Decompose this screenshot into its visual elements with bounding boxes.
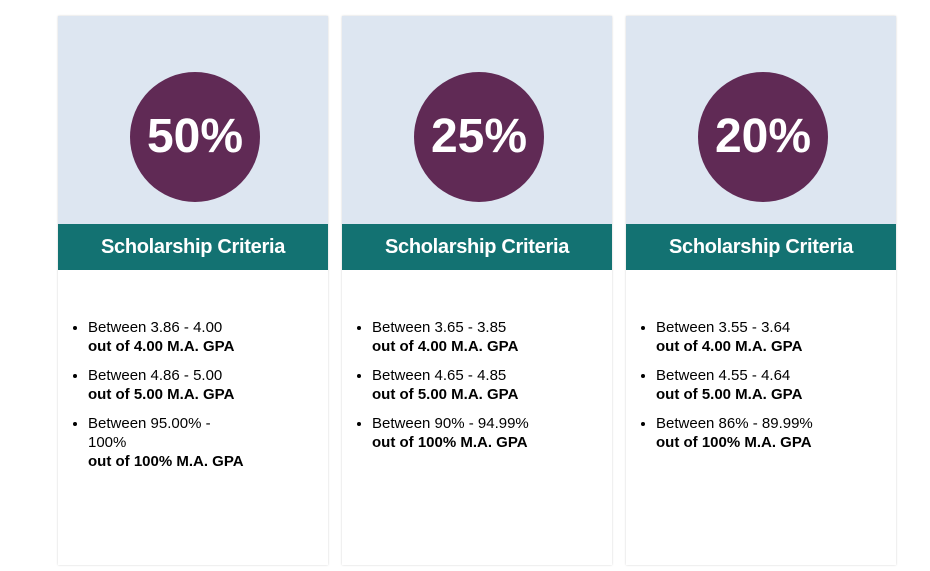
criteria-range: • Between 3.86 - 4.00 [88,319,223,336]
criteria-range: • Between 4.65 - 4.85 [372,367,507,384]
scholarship-card-20 [626,16,896,565]
criteria-scale: out of 100% M.A. GPA [372,434,528,451]
criteria-scale: out of 100% M.A. GPA [88,453,244,470]
criteria-scale: out of 5.00 M.A. GPA [88,386,235,403]
percentage-badge: 50% [130,72,260,202]
criteria-range: • Between 4.55 - 4.64 [656,367,791,384]
criteria-item [88,366,248,404]
criteria-list [626,270,816,452]
criteria-item [372,414,532,452]
criteria-item [88,414,248,471]
criteria-item [656,366,816,404]
criteria-range: • Between 95.00% - 100% [88,415,211,451]
criteria-item [88,318,248,356]
criteria-range: • Between 3.65 - 3.85 [372,319,507,336]
criteria-list [342,270,532,452]
card-top [58,16,328,224]
percentage-badge: 25% [414,72,544,202]
criteria-scale: out of 100% M.A. GPA [656,434,812,451]
card-header: Scholarship Criteria [58,224,328,270]
criteria-scale: out of 4.00 M.A. GPA [88,338,235,355]
criteria-list [58,270,248,471]
scholarship-card-25 [342,16,612,565]
card-header: Scholarship Criteria [342,224,612,270]
criteria-item [372,366,532,404]
criteria-scale: out of 5.00 M.A. GPA [372,386,519,403]
criteria-item [372,318,532,356]
criteria-scale: out of 4.00 M.A. GPA [372,338,519,355]
card-top [342,16,612,224]
scholarship-card-50 [58,16,328,565]
criteria-range: • Between 3.55 - 3.64 [656,319,791,336]
criteria-range: • Between 86% - 89.99% [656,415,813,432]
criteria-scale: out of 4.00 M.A. GPA [656,338,803,355]
criteria-range: • Between 90% - 94.99% [372,415,529,432]
percentage-badge: 20% [698,72,828,202]
criteria-item [656,318,816,356]
card-header: Scholarship Criteria [626,224,896,270]
card-top [626,16,896,224]
criteria-scale: out of 5.00 M.A. GPA [656,386,803,403]
criteria-item [656,414,816,452]
criteria-range: • Between 4.86 - 5.00 [88,367,223,384]
